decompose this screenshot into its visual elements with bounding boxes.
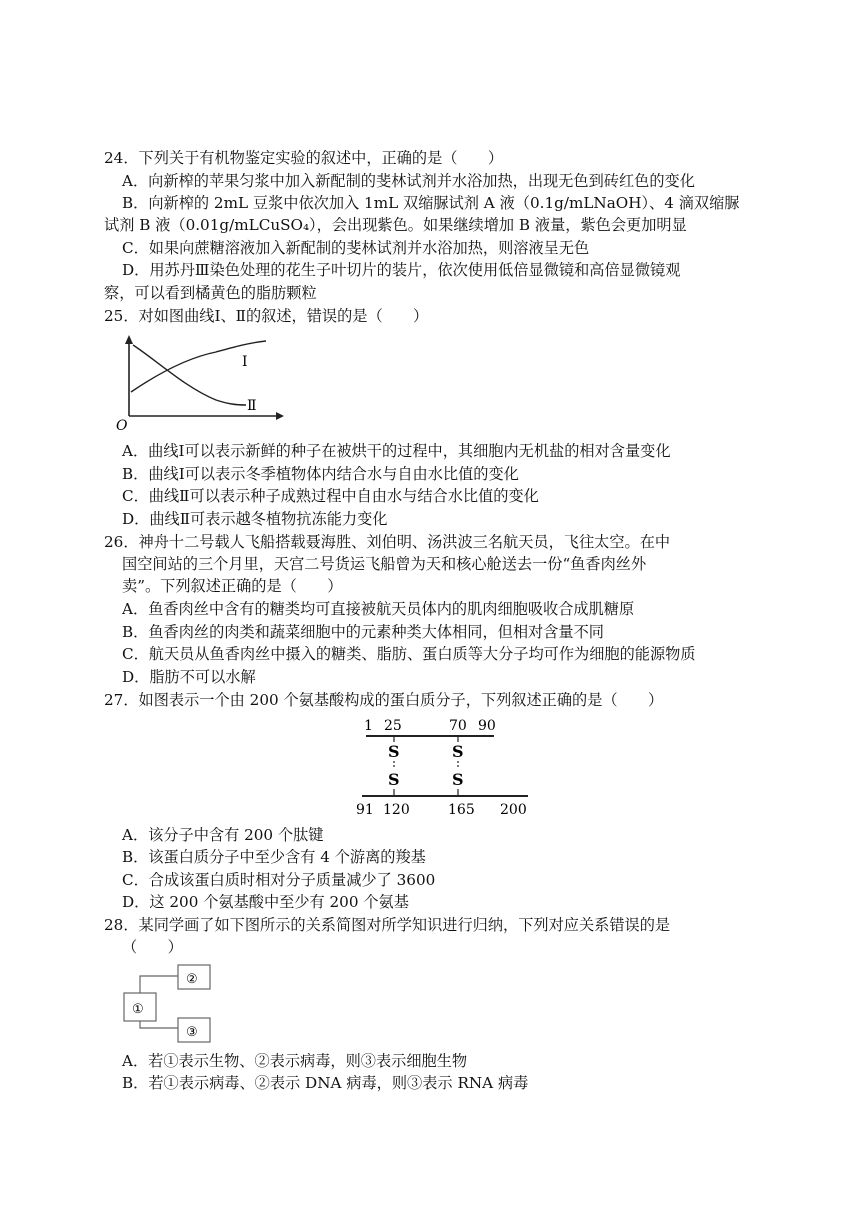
top-label-90: 90 (478, 718, 496, 734)
top-label-1: 1 (364, 718, 373, 734)
x-axis-arrow (276, 412, 284, 420)
origin-label: O (116, 418, 128, 432)
q24-option-b-line1: B．向新榨的 2mL 豆浆中依次加入 1mL 双缩脲试剂 A 液（0.1g/mLNaOH）、4 滴双缩脲 (122, 194, 740, 212)
q24-option-c: C．如果向蔗糖溶液加入新配制的斐林试剂并水浴加热，则溶液呈无色 (122, 239, 590, 257)
q27-protein-diagram (352, 712, 542, 818)
q27-option-b: B．该蛋白质分子中至少含有 4 个游离的羧基 (122, 848, 426, 866)
curve-1-label: Ⅰ (242, 354, 248, 370)
q24-option-a: A．向新榨的苹果匀浆中加入新配制的斐林试剂并水浴加热，出现无色到砖红色的变化 (122, 172, 695, 190)
q28-stem-line1: 28．某同学画了如下图所示的关系简图对所学知识进行归纳，下列对应关系错误的是 (104, 916, 671, 934)
q27-option-d: D．这 200 个氨基酸中至少有 200 个氨基 (122, 893, 409, 911)
top-label-25: 25 (384, 718, 402, 734)
sulfur-top-left: S (388, 742, 400, 761)
q26-stem-line3: 卖”。下列叙述正确的是（ ） (122, 577, 343, 595)
q26-option-d: D．脂肪不可以水解 (122, 668, 256, 686)
sulfur-bottom-left: S (388, 770, 400, 789)
curve-2-label: Ⅱ (247, 398, 257, 414)
q24-stem: 24．下列关于有机物鉴定实验的叙述中，正确的是（ ） (104, 149, 504, 167)
q25-option-d: D．曲线Ⅱ可表示越冬植物抗冻能力变化 (122, 510, 388, 528)
q25-stem: 25．对如图曲线Ⅰ、Ⅱ的叙述，错误的是（ ） (104, 307, 429, 325)
q28-option-b: B．若①表示病毒、②表示 DNA 病毒，则③表示 RNA 病毒 (122, 1074, 529, 1092)
q24-option-b-line2: 试剂 B 液（0.01g/mLCuSO₄），会出现紫色。如果继续增加 B 液量，紫色会更加明显 (104, 216, 687, 234)
q24-option-d-line2: 察，可以看到橘黄色的脂肪颗粒 (104, 284, 317, 302)
box-2-label: ② (186, 972, 198, 987)
q26-option-b: B．鱼香肉丝的肉类和蔬菜细胞中的元素种类大体相同，但相对含量不同 (122, 623, 604, 641)
q25-curve-graph (116, 330, 286, 432)
q28-relation-diagram (122, 962, 218, 1048)
bottom-label-200: 200 (500, 802, 527, 818)
q25-option-a: A．曲线Ⅰ可以表示新鲜的种子在被烘干的过程中，其细胞内无机盐的相对含量变化 (122, 442, 671, 460)
q25-option-c: C．曲线Ⅱ可以表示种子成熟过程中自由水与结合水比值的变化 (122, 487, 539, 505)
curve-2 (133, 345, 246, 405)
q26-stem-line1: 26．神舟十二号载人飞船搭载聂海胜、刘伯明、汤洪波三名航天员，飞往太空。在中 (104, 533, 671, 551)
box-3-label: ③ (186, 1025, 198, 1040)
connector-1-3 (140, 1021, 178, 1028)
bottom-label-91: 91 (356, 802, 374, 818)
bottom-label-120: 120 (383, 802, 410, 818)
top-label-70: 70 (449, 718, 467, 734)
y-axis-arrow (125, 335, 133, 344)
q27-stem: 27．如图表示一个由 200 个氨基酸构成的蛋白质分子，下列叙述正确的是（ ） (104, 691, 664, 709)
box-1-label: ① (132, 1002, 144, 1017)
q24-option-d-line1: D．用苏丹Ⅲ染色处理的花生子叶切片的装片，依次使用低倍显微镜和高倍显微镜观 (122, 261, 681, 279)
q28-option-a: A．若①表示生物、②表示病毒，则③表示细胞生物 (122, 1052, 468, 1070)
q26-stem-line2: 国空间站的三个月里，天宫二号货运飞船曾为天和核心舱送去一份“鱼香肉丝外 (122, 555, 647, 573)
q27-option-c: C．合成该蛋白质时相对分子质量减少了 3600 (122, 871, 436, 889)
sulfur-top-right: S (452, 742, 464, 761)
q28-stem-line2: （ ） (122, 938, 183, 956)
connector-1-2 (140, 976, 178, 993)
q26-option-c: C．航天员从鱼香肉丝中摄入的糖类、脂肪、蛋白质等大分子均可作为细胞的能源物质 (122, 645, 696, 663)
bottom-label-165: 165 (448, 802, 475, 818)
sulfur-bottom-right: S (452, 770, 464, 789)
q25-option-b: B．曲线Ⅰ可以表示冬季植物体内结合水与自由水比值的变化 (122, 465, 519, 483)
q26-option-a: A．鱼香肉丝中含有的糖类均可直接被航天员体内的肌肉细胞吸收合成肌糖原 (122, 600, 635, 618)
q27-option-a: A．该分子中含有 200 个肽键 (122, 826, 324, 844)
